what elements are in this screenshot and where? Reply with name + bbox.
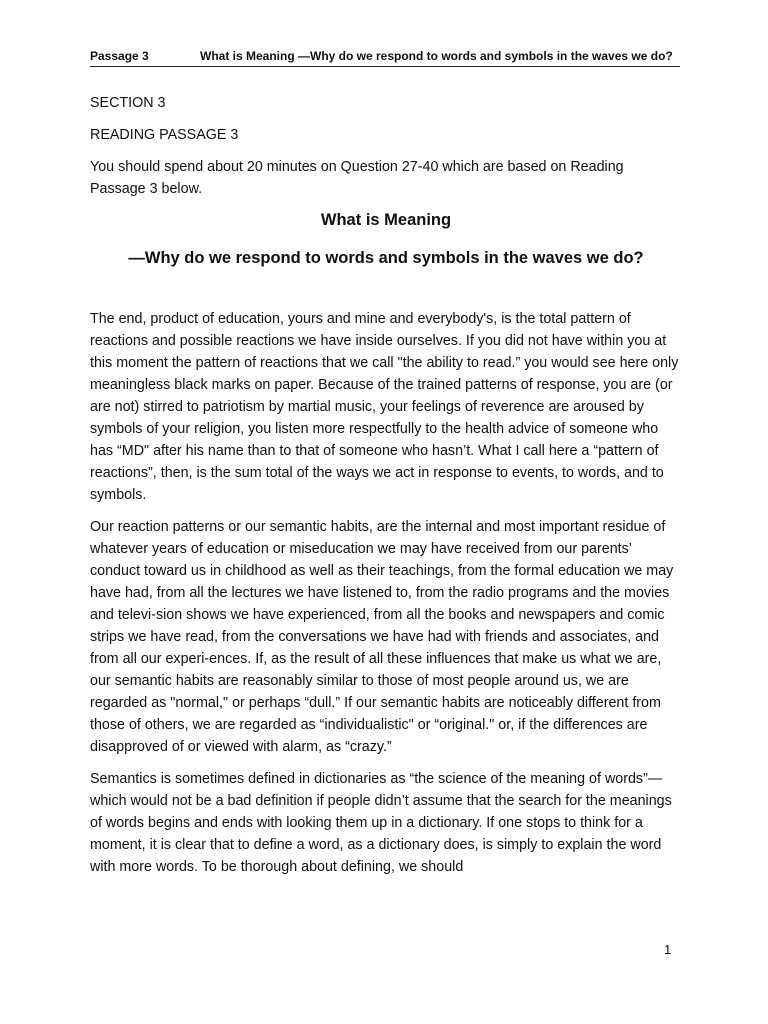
section-label: SECTION 3	[90, 95, 166, 111]
page-header	[90, 46, 680, 67]
page-content	[90, 92, 682, 888]
body-paragraph: Semantics is sometimes defined in dictionaries as “the science of the meaning of words”— which would not be a bad definition if people didn’t assume that the search for the meanings of words begins and ends with looking them up in a dictionary. If one stops to think for a moment, it is clear that to define a word, as a dictionary does, is simply to explain the word with more words. To be thorough about defining, we should	[90, 771, 672, 875]
document-title: What is Meaning	[320, 211, 452, 229]
reading-passage-label: READING PASSAGE 3	[90, 127, 239, 143]
instructions-text: You should spend about 20 minutes on Question 27-40 which are based on Reading Passage 3 below.	[90, 159, 624, 197]
document-subtitle: —Why do we respond to words and symbols in the waves we do?	[128, 249, 644, 267]
body-paragraph: Our reaction patterns or our semantic habits, are the internal and most important residue of whatever years of education or miseducation we may have received from our parents’ conduct toward us in childhood as well as their teachings, from the formal education we may have had, from all the lectures we have listened to, from the radio programs and the movies and televi-sion shows we have experienced, from all the books and newspapers and comic strips we have read, from the conversations we have had with friends and associates, and from all our experi-ences. If, as the result of all these influences that make us what we are, our semantic habits are reasonably similar to those of most people around us, we are regarded as "normal," or perhaps “dull.” If our semantic habits are noticeably different from those of others, we are regarded as “individualistic" or “original." or, if the differences are disapproved of or viewed with alarm, as “crazy.”	[90, 519, 674, 755]
page-number: 1	[664, 942, 672, 957]
body-paragraph: The end, product of education, yours and mine and everybody's, is the total pattern of reactions and possible reactions we have inside ourselves. If you did not have within you at this moment the pattern of reactions that we call "the ability to read.” you would see here only meaningless black marks on paper. Because of the trained patterns of response, you are (or are not) stirred to patriotism by martial music, your feelings of reverence are aroused by symbols of your religion, you listen more respectfully to the health advice of someone who has “MD" after his name than to that of someone who hasn’t. What I call here a “pattern of reactions”, then, is the sum total of the ways we act in response to events, to words, and to symbols.	[90, 311, 679, 503]
header-title: What is Meaning —Why do we respond to words and symbols in the waves we do?	[200, 49, 673, 63]
header-passage-label: Passage 3	[90, 49, 149, 63]
